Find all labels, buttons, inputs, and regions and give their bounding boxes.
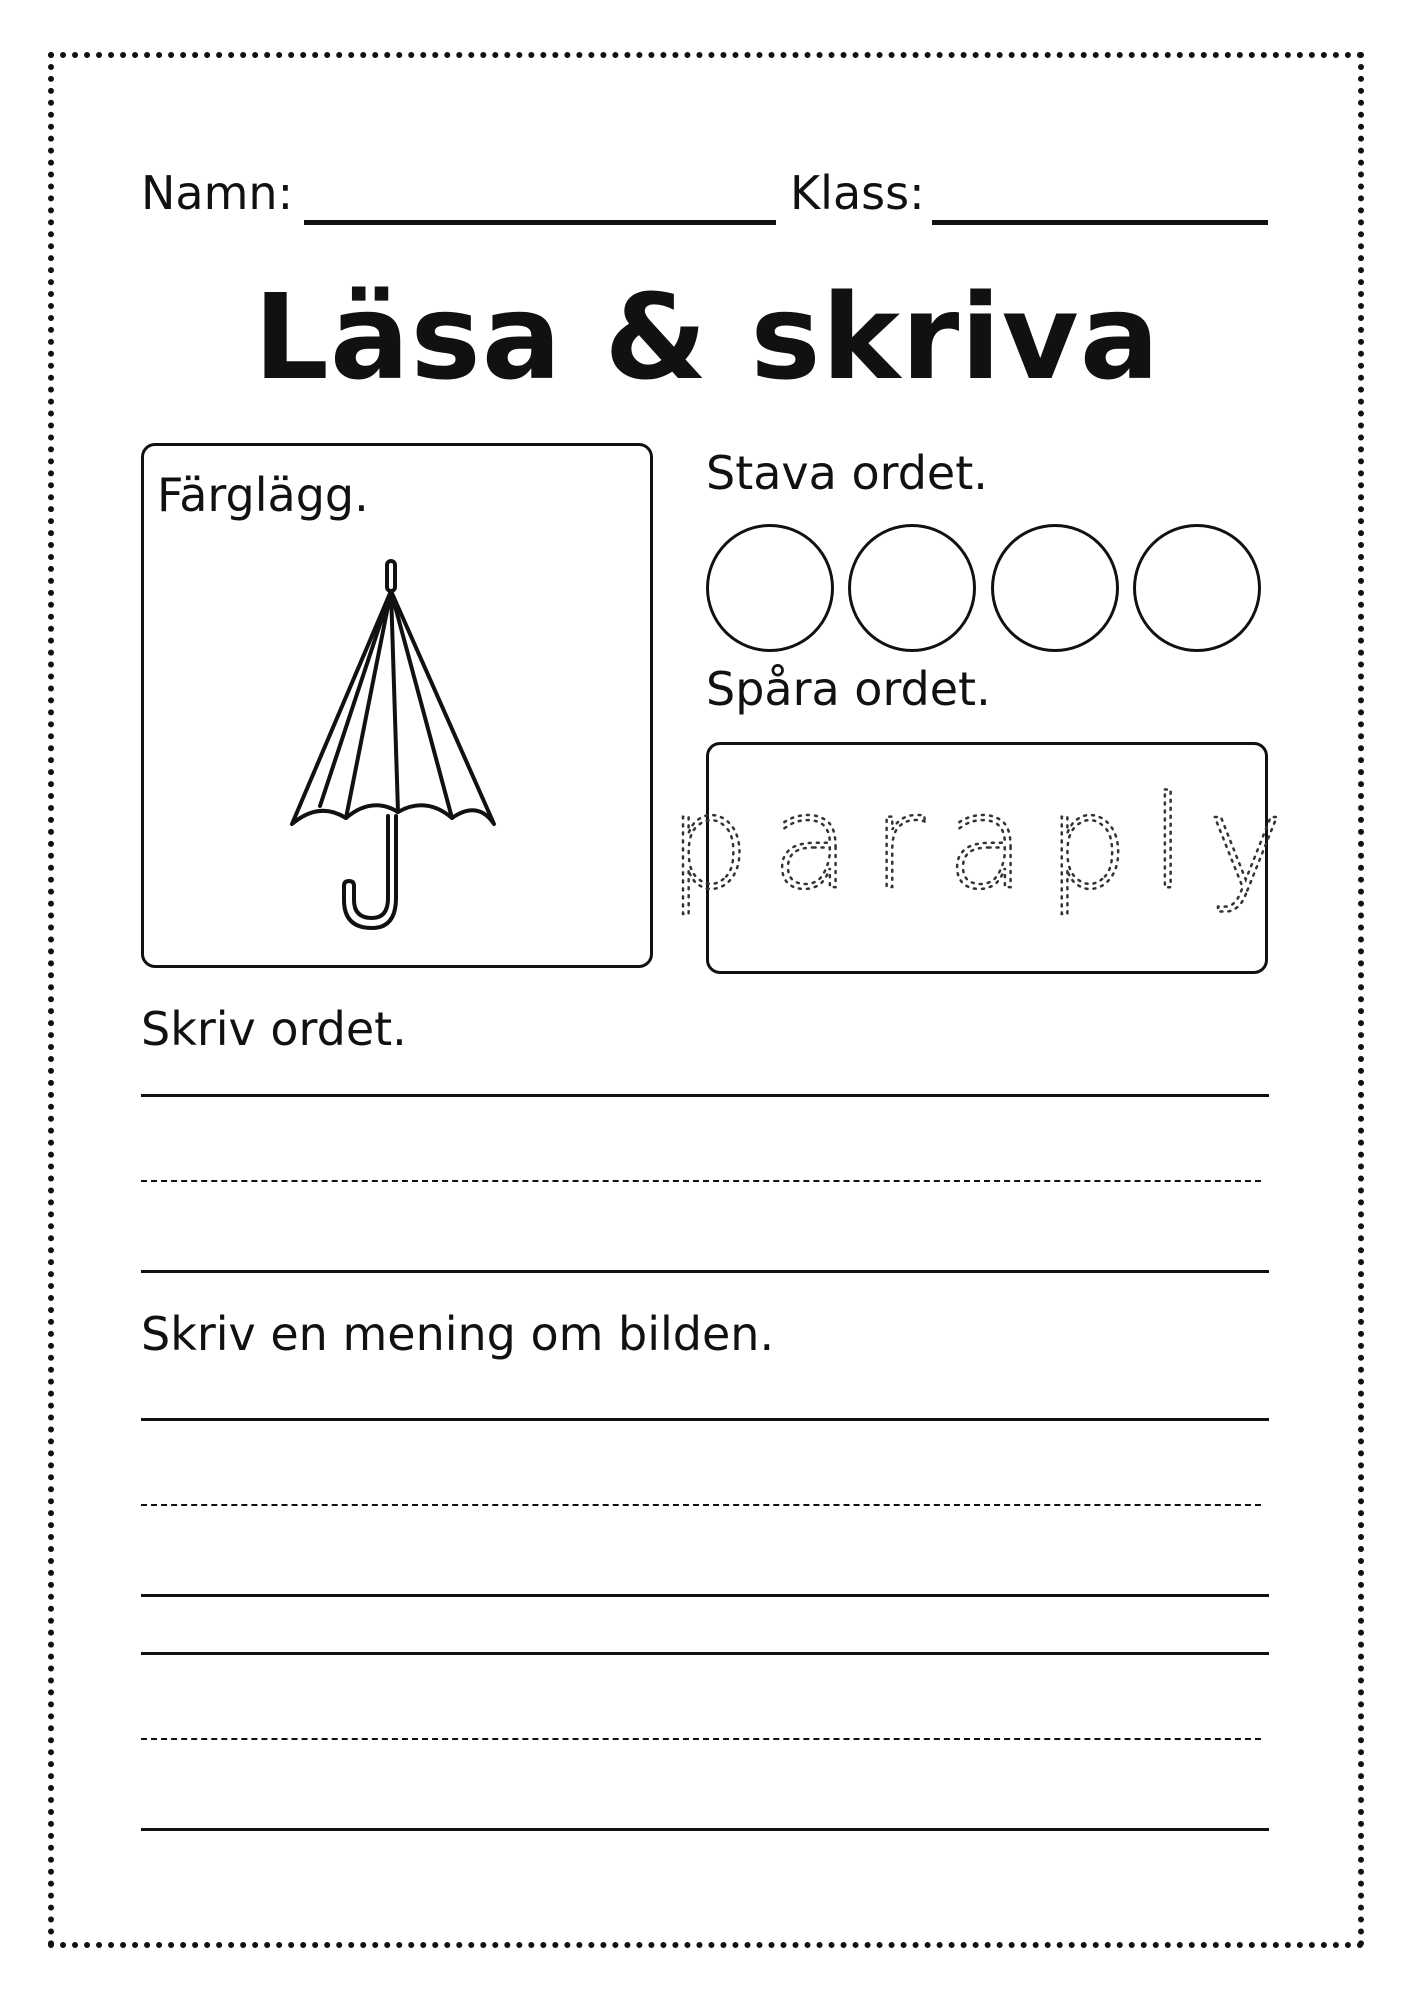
class-label: Klass:: [790, 166, 925, 220]
name-write-line[interactable]: [304, 220, 776, 225]
coloring-box: [141, 443, 653, 968]
write-word-label: Skriv ordet.: [141, 1002, 407, 1056]
umbrella-icon: [284, 556, 504, 936]
letter-circle[interactable]: [991, 524, 1119, 652]
class-write-line[interactable]: [932, 220, 1268, 225]
trace-box[interactable]: [668, 742, 1306, 974]
letter-circle[interactable]: [706, 524, 834, 652]
sentence-line-top[interactable]: [141, 1652, 1269, 1655]
sentence-line-base[interactable]: [141, 1594, 1269, 1597]
name-label: Namn:: [141, 166, 294, 220]
sentence-label: Skriv en mening om bilden.: [141, 1307, 775, 1361]
sentence-line-top[interactable]: [141, 1418, 1269, 1421]
sentence-line-mid[interactable]: [141, 1504, 1261, 1506]
trace-word: paraply: [668, 769, 1306, 918]
page-title: Läsa & skriva: [253, 268, 1161, 406]
sentence-line-base[interactable]: [141, 1828, 1269, 1831]
spell-label: Stava ordet.: [706, 446, 988, 500]
letter-circle[interactable]: [848, 524, 976, 652]
coloring-label: Färglägg.: [157, 468, 369, 522]
sentence-line-mid[interactable]: [141, 1738, 1261, 1740]
trace-label: Spåra ordet.: [706, 662, 991, 716]
write-line-mid[interactable]: [141, 1180, 1261, 1182]
letter-circle[interactable]: [1133, 524, 1261, 652]
write-line-top[interactable]: [141, 1094, 1269, 1097]
write-line-base[interactable]: [141, 1270, 1269, 1273]
